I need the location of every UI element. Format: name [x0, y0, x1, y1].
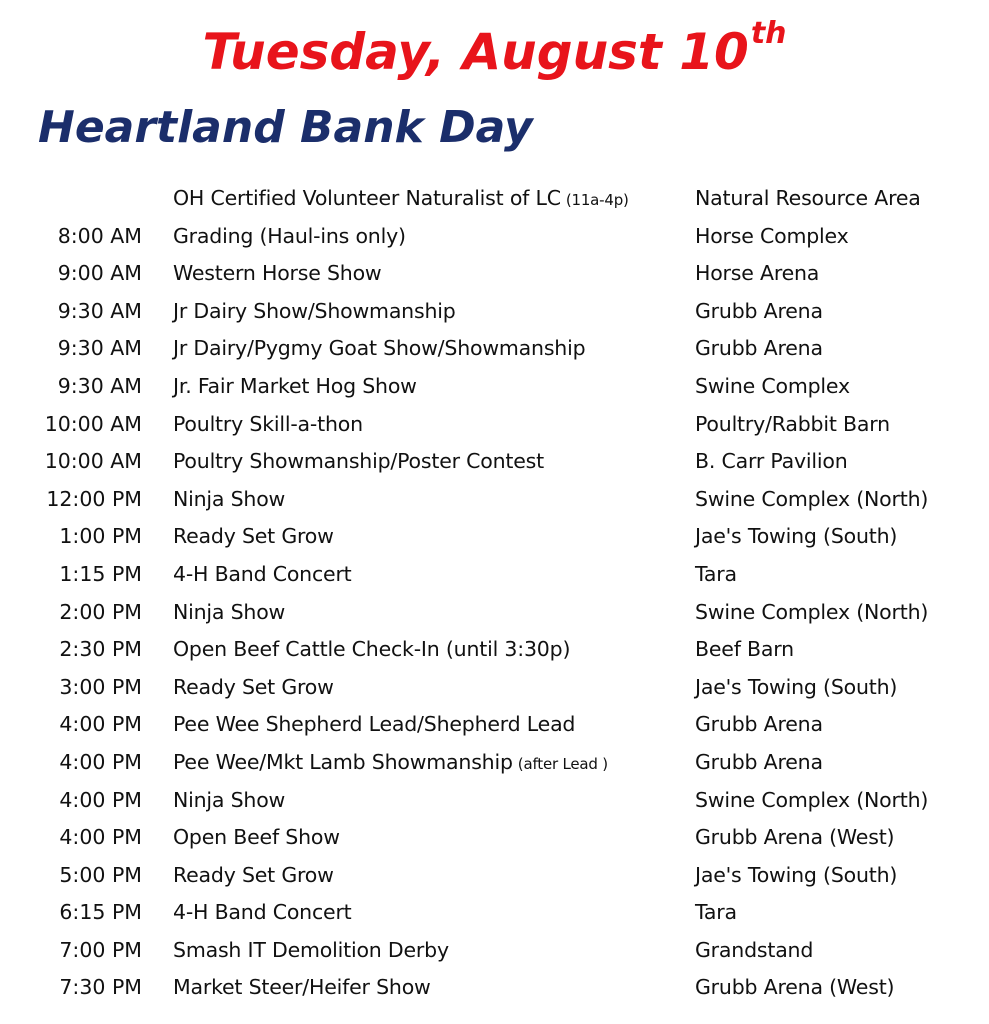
schedule-row: [0, 857, 989, 895]
event-time: 9:00 AM: [57, 261, 142, 286]
event-name-cell: [173, 443, 544, 481]
schedule-row: [0, 293, 989, 331]
event-time: 4:00 PM: [59, 712, 142, 737]
schedule-row: [0, 819, 989, 857]
event-name: Ready Set Grow: [173, 674, 334, 699]
schedule-row: [0, 744, 989, 782]
event-time: 5:00 PM: [59, 862, 142, 887]
event-location: Grubb Arena (West): [695, 825, 895, 850]
event-time: 10:00 AM: [44, 449, 142, 474]
event-time: 10:00 AM: [44, 411, 142, 436]
title-text: Tuesday, August 10: [202, 23, 749, 81]
event-time: 2:30 PM: [59, 637, 142, 662]
event-name-cell: [173, 894, 352, 932]
event-name-cell: [173, 330, 585, 368]
event-name: Jr. Fair Market Hog Show: [173, 373, 417, 398]
event-name: Poultry Showmanship/Poster Contest: [173, 449, 544, 474]
event-name: Market Steer/Heifer Show: [173, 975, 431, 1000]
event-name-cell: [173, 255, 382, 293]
schedule-row: [0, 556, 989, 594]
event-name: Smash IT Demolition Derby: [173, 937, 449, 962]
event-note: (11a-4p): [565, 191, 629, 209]
schedule-row: [0, 669, 989, 707]
schedule-row: [0, 518, 989, 556]
schedule-row: [0, 594, 989, 632]
title-ordinal-suffix: th: [750, 16, 787, 51]
schedule-row: [0, 631, 989, 669]
event-time: 7:00 PM: [59, 937, 142, 962]
event-location: Grubb Arena: [695, 749, 823, 774]
event-note: (after Lead ): [517, 754, 608, 773]
event-time: 9:30 AM: [57, 298, 142, 323]
event-name-cell: [173, 969, 431, 1007]
event-name-cell: [173, 180, 629, 220]
event-name: 4-H Band Concert: [173, 561, 352, 586]
event-time: 1:00 PM: [59, 524, 142, 549]
event-name: Open Beef Cattle Check-In (until 3:30p): [173, 637, 571, 662]
schedule-row: [0, 782, 989, 820]
schedule-row: [0, 180, 989, 218]
event-time: 3:00 PM: [59, 674, 142, 699]
event-name: 4-H Band Concert: [173, 900, 352, 925]
schedule-row: [0, 330, 989, 368]
event-location: Tara: [695, 900, 737, 925]
event-location: Horse Arena: [695, 261, 820, 286]
event-time: 9:30 AM: [57, 336, 142, 361]
event-time: 4:00 PM: [59, 749, 142, 774]
event-name: Ninja Show: [173, 486, 286, 511]
event-name-cell: [173, 556, 352, 594]
event-location: Grandstand: [695, 937, 814, 962]
event-name-cell: [173, 631, 570, 669]
schedule-list: [0, 180, 989, 1007]
event-name: Grading (Haul-ins only): [173, 223, 406, 248]
page-title: [0, 16, 989, 90]
event-name-cell: [173, 293, 456, 331]
event-name-cell: [173, 481, 285, 519]
event-name-cell: [173, 819, 340, 857]
event-location: Grubb Arena: [695, 712, 823, 737]
event-location: B. Carr Pavilion: [695, 449, 848, 474]
event-name: Jr Dairy/Pygmy Goat Show/Showmanship: [173, 336, 586, 361]
event-time: 9:30 AM: [57, 373, 142, 398]
event-time: 2:00 PM: [59, 599, 142, 624]
schedule-row: [0, 706, 989, 744]
event-name: OH Certified Volunteer Naturalist of LC: [173, 186, 561, 210]
event-name: Jr Dairy Show/Showmanship: [173, 298, 456, 323]
event-location: Horse Complex: [695, 223, 849, 248]
event-location: Swine Complex (North): [695, 486, 929, 511]
event-name-cell: [173, 518, 334, 556]
event-name: Pee Wee Shepherd Lead/Shepherd Lead: [173, 712, 576, 737]
event-time: 1:15 PM: [59, 561, 142, 586]
event-name: Ninja Show: [173, 787, 286, 812]
event-location: Jae's Towing (South): [695, 862, 898, 887]
event-name-cell: [173, 368, 417, 406]
schedule-row: [0, 932, 989, 970]
event-name-cell: [173, 406, 363, 444]
event-location: Poultry/Rabbit Barn: [695, 411, 890, 436]
event-location: Grubb Arena: [695, 298, 823, 323]
event-name-cell: [173, 932, 449, 970]
event-name: Ninja Show: [173, 599, 286, 624]
event-name: Ready Set Grow: [173, 862, 334, 887]
schedule-row: [0, 481, 989, 519]
schedule-row: [0, 443, 989, 481]
event-name: Poultry Skill-a-thon: [173, 411, 363, 436]
event-name-cell: [173, 669, 334, 707]
schedule-row: [0, 406, 989, 444]
schedule-row: [0, 894, 989, 932]
event-location: Grubb Arena (West): [695, 975, 895, 1000]
event-location: Swine Complex (North): [695, 787, 929, 812]
page-subtitle: Heartland Bank Day: [38, 102, 533, 153]
event-name-cell: [173, 744, 608, 784]
event-name-cell: [173, 706, 575, 744]
schedule-row: [0, 969, 989, 1007]
event-name-cell: [173, 857, 334, 895]
event-location: Jae's Towing (South): [695, 524, 898, 549]
schedule-row: [0, 368, 989, 406]
event-time: 6:15 PM: [59, 900, 142, 925]
event-location: Jae's Towing (South): [695, 674, 898, 699]
event-time: 7:30 PM: [59, 975, 142, 1000]
event-location: Swine Complex: [695, 373, 850, 398]
event-time: 8:00 AM: [57, 223, 142, 248]
event-name-cell: [173, 594, 285, 632]
event-location: Natural Resource Area: [695, 186, 921, 210]
event-location: Swine Complex (North): [695, 599, 929, 624]
event-name-cell: [173, 218, 406, 256]
event-time: 12:00 PM: [46, 486, 142, 511]
event-name: Pee Wee/Mkt Lamb Showmanship: [173, 749, 513, 774]
event-name: Ready Set Grow: [173, 524, 334, 549]
event-location: Grubb Arena: [695, 336, 823, 361]
event-name-cell: [173, 782, 285, 820]
event-time: 4:00 PM: [59, 787, 142, 812]
schedule-row: [0, 255, 989, 293]
event-name: Open Beef Show: [173, 825, 340, 850]
event-location: Tara: [695, 561, 737, 586]
event-location: Beef Barn: [695, 637, 794, 662]
event-time: 4:00 PM: [59, 825, 142, 850]
event-name: Western Horse Show: [173, 261, 382, 286]
schedule-row: [0, 218, 989, 256]
